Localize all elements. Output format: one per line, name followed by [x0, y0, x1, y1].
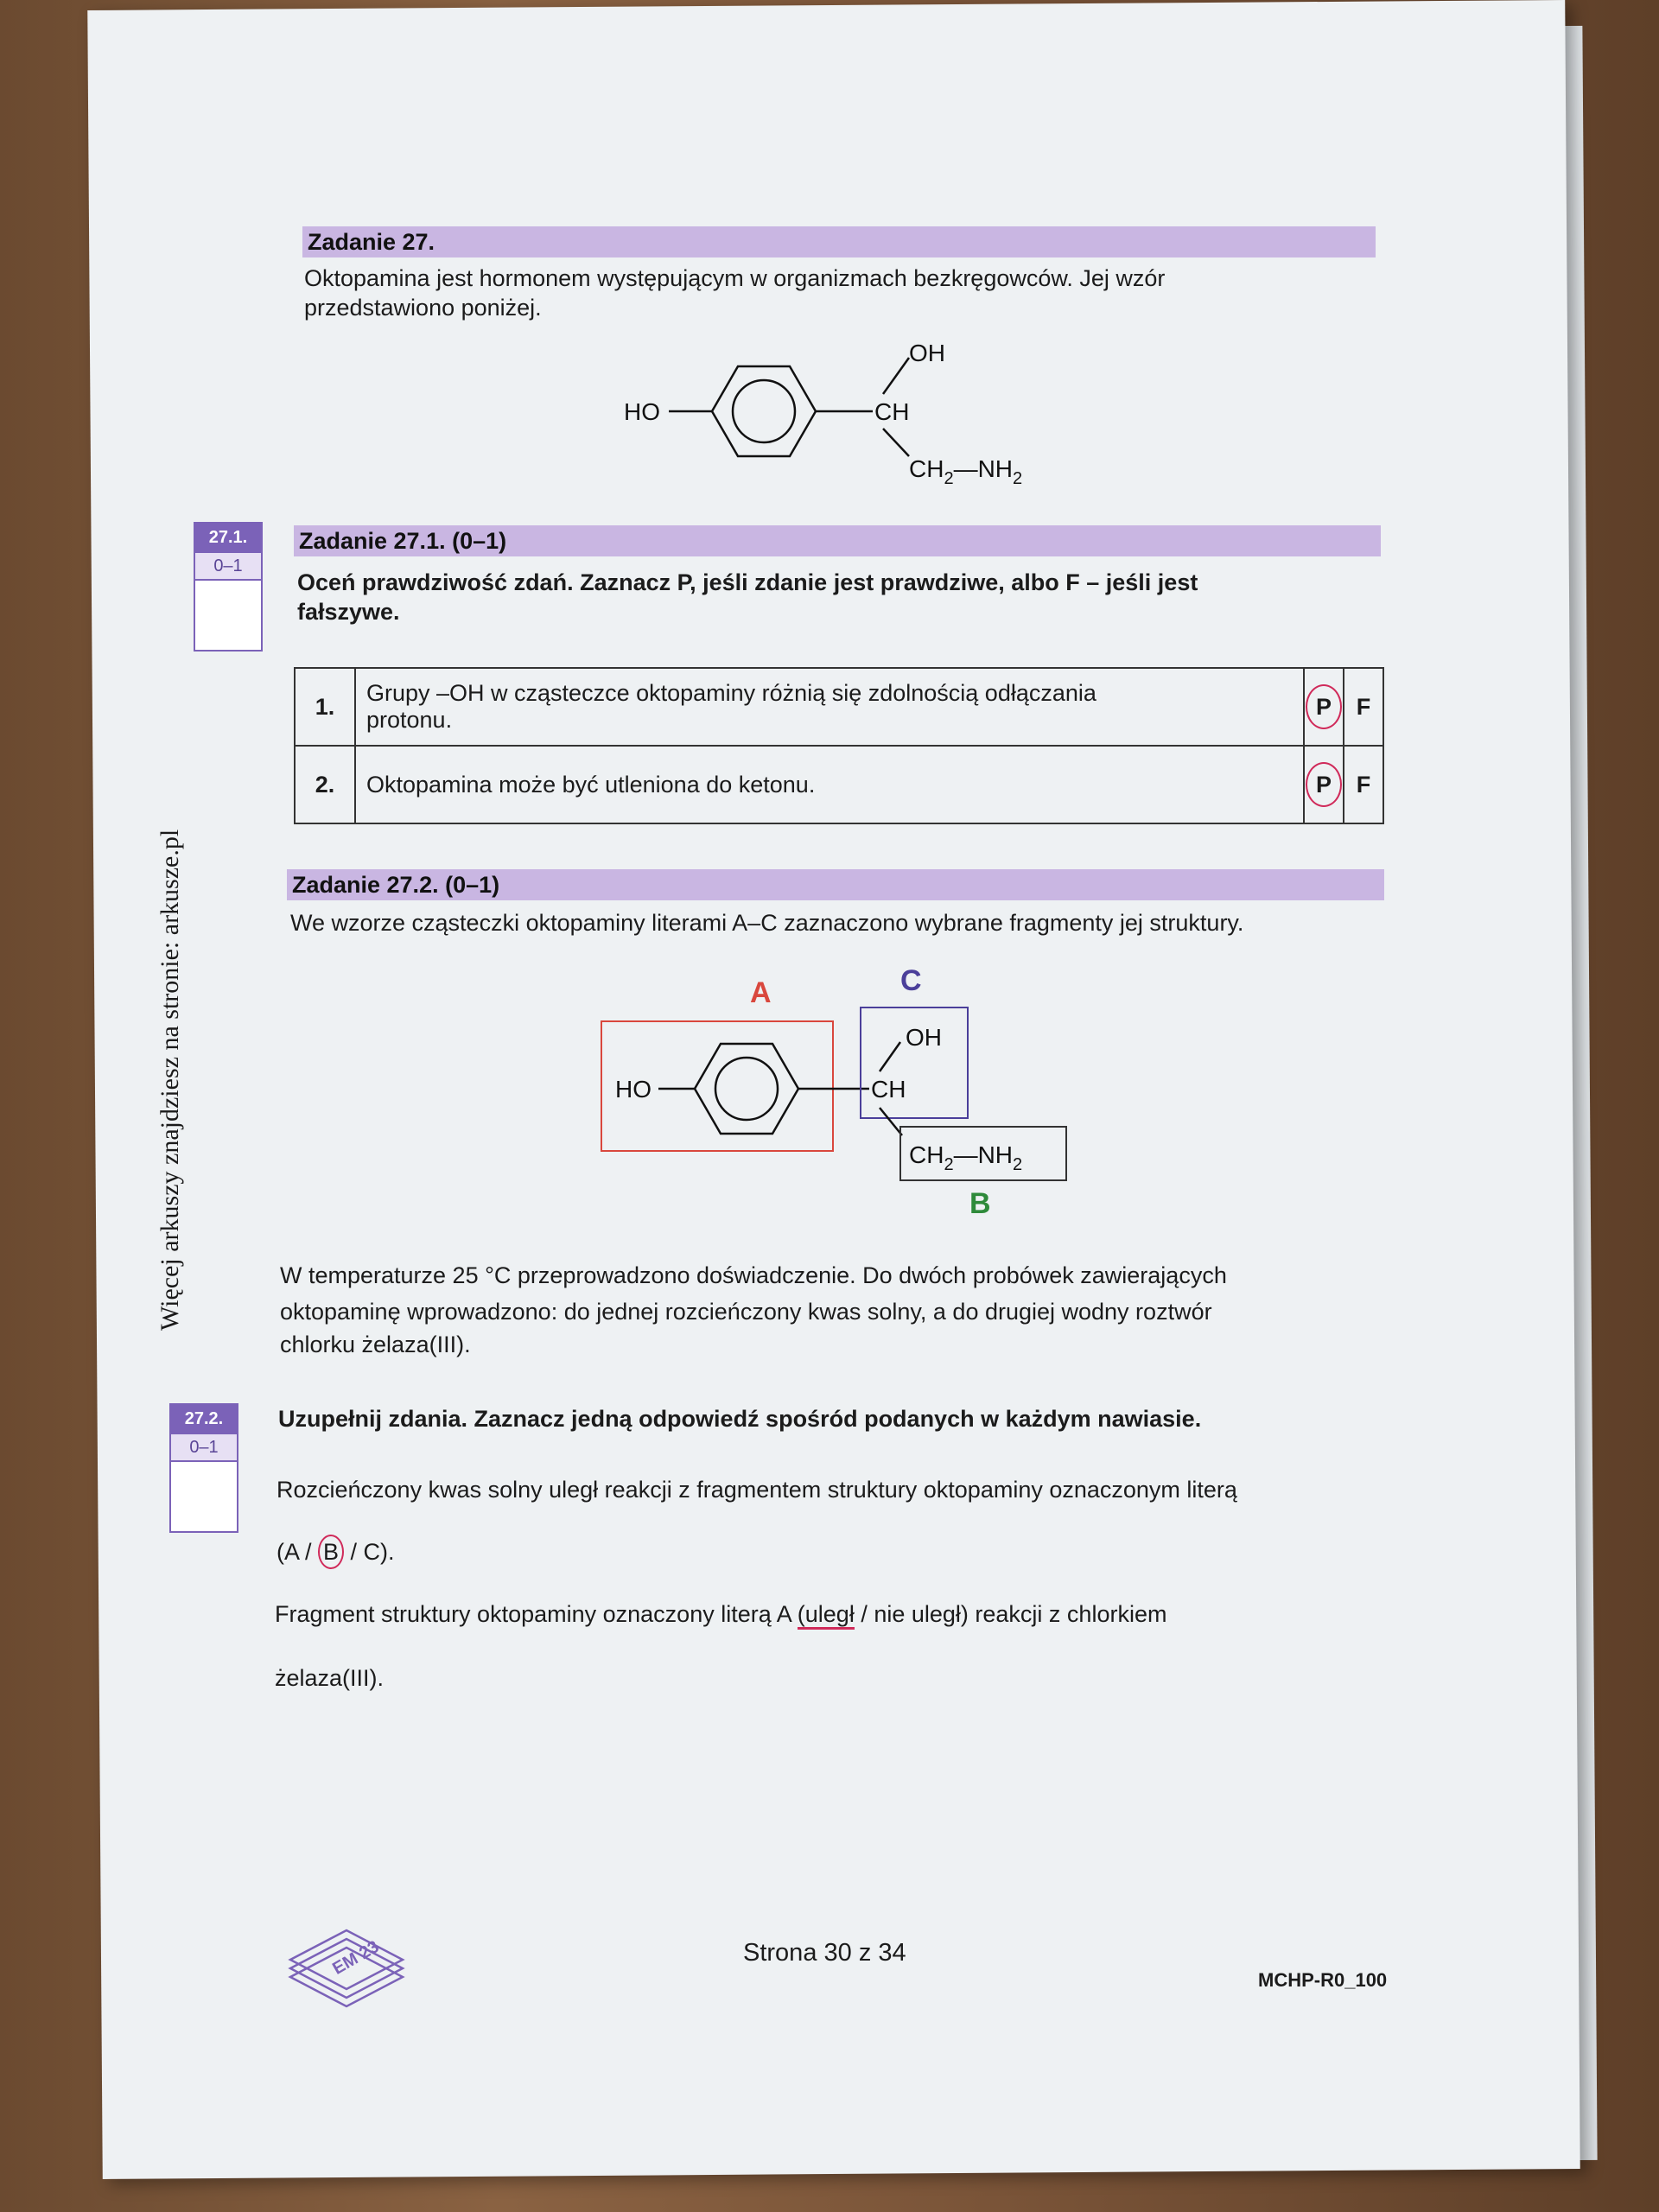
task27-1-title: Zadanie 27.1. (0–1) — [294, 525, 1381, 556]
row-statement — [355, 668, 1304, 746]
statement-line: protonu. — [366, 707, 453, 733]
task27-2-instr: Uzupełnij zdania. Zaznacz jedną odpowiedź spośród podanych w każdym nawiasie. — [278, 1406, 1202, 1432]
choice-b-selected[interactable]: B — [318, 1535, 344, 1569]
formula-ch: CH — [874, 398, 910, 425]
cke-logo-icon — [282, 1915, 411, 2010]
sentence1-choices — [276, 1535, 395, 1569]
option-p[interactable] — [1304, 746, 1344, 823]
task27-2-intro: We wzorze cząsteczki oktopaminy literami A–C zaznaczono wybrane fragmenty jej struktury. — [290, 910, 1244, 936]
sentence2-line1 — [275, 1599, 1166, 1630]
formula-ch: CH — [871, 1076, 906, 1103]
side-note: Więcej arkuszy znajdziesz na stronie: arkusze.pl — [156, 829, 184, 1331]
formula-oh: OH — [909, 340, 945, 366]
octopamine-formula — [605, 337, 1089, 510]
formula-ch2: $CH_2—NH_2$ — [909, 455, 1023, 488]
statement-line: Grupy –OH w cząsteczce oktopaminy różnią się zdolnością odłączania — [366, 680, 1096, 706]
option-f[interactable]: F — [1344, 746, 1383, 823]
task27-title: Zadanie 27. — [302, 226, 1376, 257]
formula-ch2: $CH_2—NH_2$ — [909, 1141, 1023, 1174]
score-box-27-2 — [169, 1403, 238, 1533]
label-b: B — [969, 1187, 991, 1220]
choice-close: / C). — [344, 1539, 395, 1565]
logo-text: EM 23 — [329, 1936, 383, 1979]
score-box-27-1 — [194, 522, 263, 652]
experiment-line-1: W temperaturze 25 °C przeprowadzono doświadczenie. Do dwóch probówek zawierających — [280, 1262, 1227, 1288]
task27-1-instr-1: Oceń prawdziwość zdań. Zaznacz P, jeśli zdanie jest prawdziwe, albo F – jeśli jest — [297, 569, 1198, 595]
option-p[interactable] — [1304, 668, 1344, 746]
task27-2-title: Zadanie 27.2. (0–1) — [287, 869, 1384, 900]
row-number: 2. — [295, 746, 355, 823]
page-number: Strona 30 z 34 — [743, 1939, 906, 1967]
score-field[interactable] — [195, 579, 261, 650]
formula-oh: OH — [906, 1024, 942, 1051]
score-id: 27.1. — [195, 524, 261, 551]
marked-p: P — [1306, 684, 1342, 729]
true-false-table — [294, 667, 1384, 824]
label-a: A — [750, 976, 772, 1009]
row-number: 1. — [295, 668, 355, 746]
task27-intro-2: przedstawiono poniżej. — [304, 295, 542, 321]
marked-p: P — [1306, 762, 1342, 807]
sentence2-rest: / nie uległ) reakcji z chlorkiem — [854, 1601, 1167, 1627]
formula-ho: HO — [624, 398, 660, 425]
label-c: C — [900, 964, 922, 997]
sentence2-prefix: Fragment struktury oktopaminy oznaczony literą A — [275, 1601, 798, 1627]
task27-1-instr-2: fałszywe. — [297, 599, 400, 625]
formula-ho: HO — [615, 1076, 652, 1103]
exam-code: MCHP-R0_100 — [1258, 1969, 1388, 1991]
choice-ulegl-selected[interactable]: (uległ — [798, 1601, 855, 1630]
table-row — [295, 668, 1383, 746]
score-id: 27.2. — [171, 1405, 237, 1433]
option-f[interactable]: F — [1344, 668, 1383, 746]
labelled-formula — [588, 959, 1089, 1227]
sentence1-line1: Rozcieńczony kwas solny uległ reakcji z fragmentem struktury oktopaminy oznaczonym literą — [276, 1477, 1237, 1503]
score-range: 0–1 — [195, 551, 261, 579]
score-range: 0–1 — [171, 1433, 237, 1460]
experiment-line-2: oktopaminę wprowadzono: do jednej rozcieńczony kwas solny, a do drugiej wodny roztwór — [280, 1299, 1212, 1325]
choice-open: (A / — [276, 1539, 319, 1565]
row-statement: Oktopamina może być utleniona do ketonu. — [355, 746, 1304, 823]
score-field[interactable] — [171, 1460, 237, 1531]
experiment-line-3: chlorku żelaza(III). — [280, 1332, 471, 1357]
table-row — [295, 746, 1383, 823]
task27-intro-1: Oktopamina jest hormonem występującym w organizmach bezkręgowców. Jej wzór — [304, 265, 1166, 291]
sentence2-line2: żelaza(III). — [275, 1665, 385, 1691]
